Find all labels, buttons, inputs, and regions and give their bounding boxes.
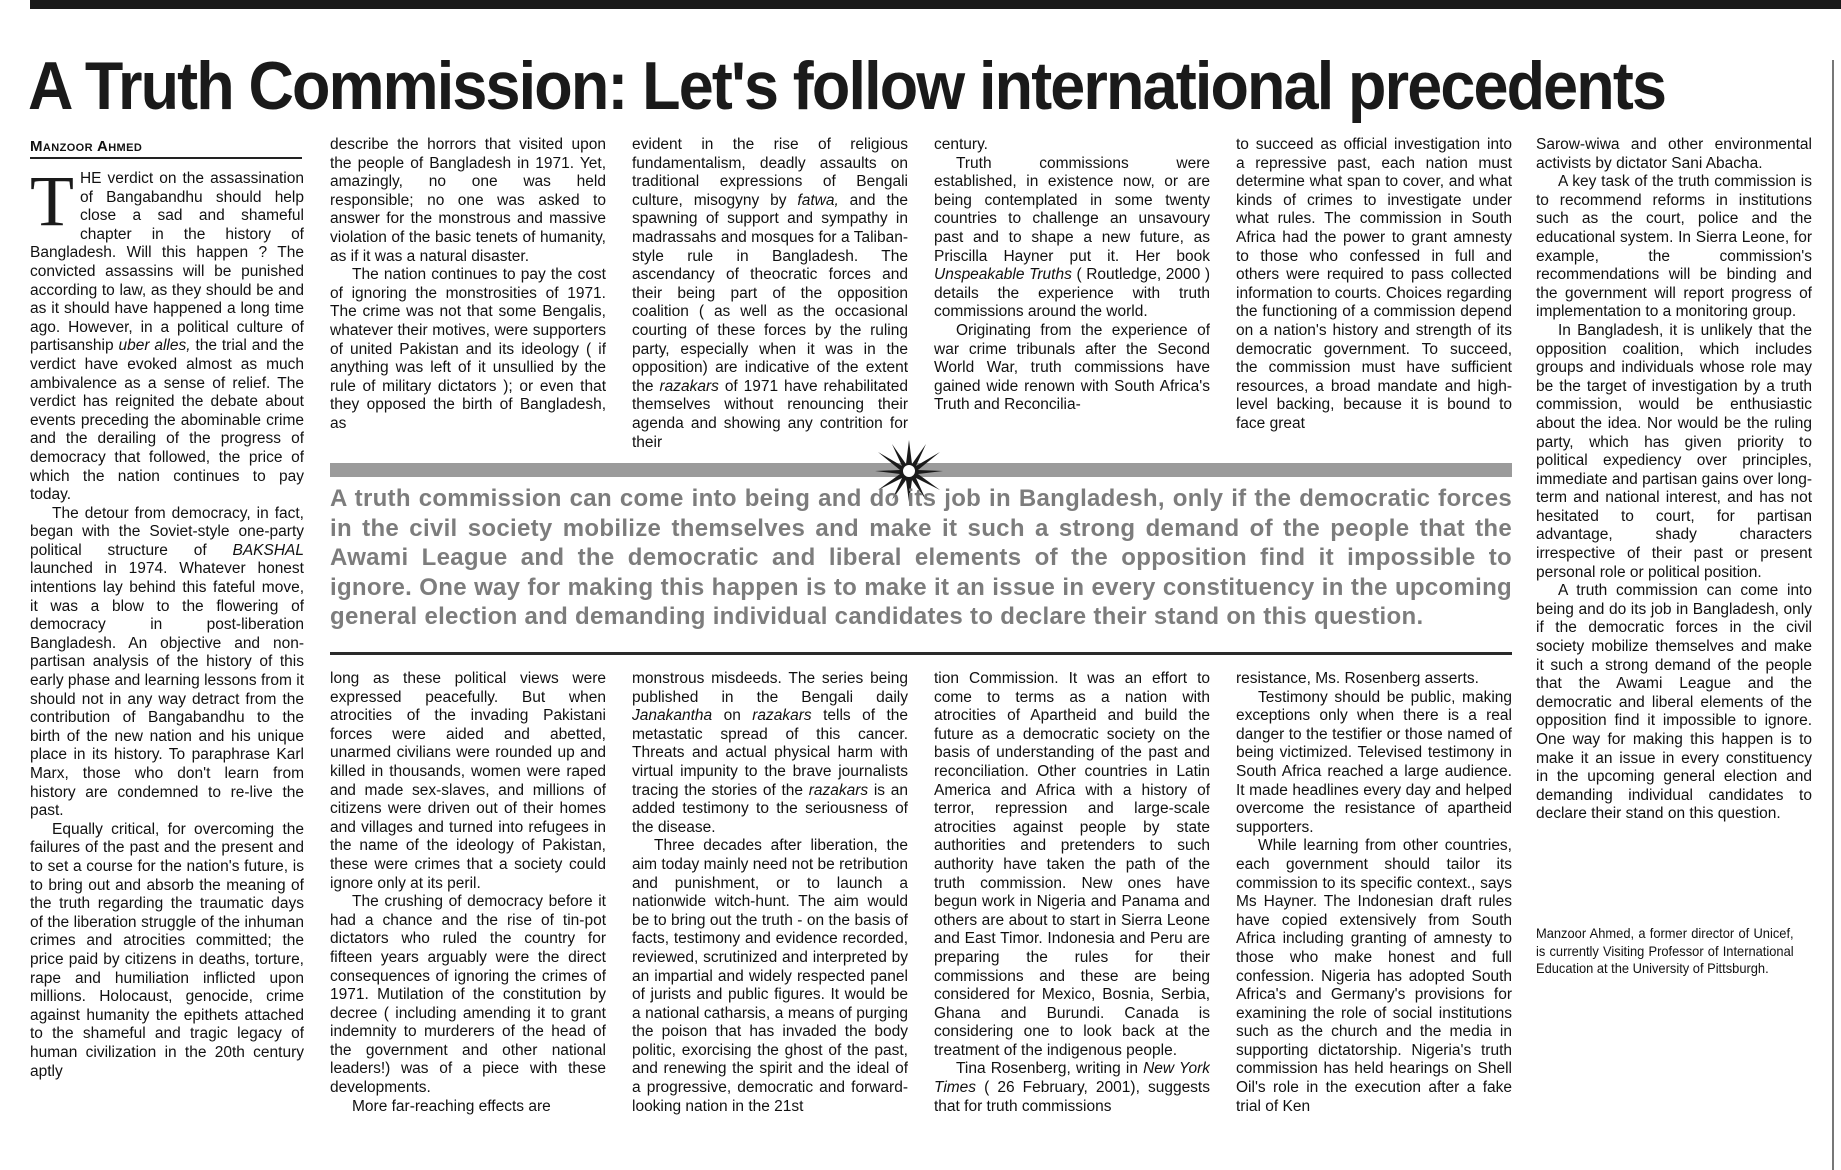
paragraph: A truth commission can come into being and do its job in Bangladesh, only if the democratic forces in the civil society mobilize themselves and make it such a strong demand of the people that the Awami League and the democratic and liberal elements of the opposition find it impossible to ignore. One way for making this happen is to make it an issue in every constituency in the upcoming general election and demanding individual candidates to declare their stand on this question. (1536, 582, 1812, 823)
column-2-bottom (330, 670, 606, 1170)
paragraph: A key task of the truth commission is to recommend reforms in institutions such as the court, police and the educational system. In Sierra Leone, for example, the commission's recommendations will be binding and the government will report progress of implementation to a monitoring group. (1536, 173, 1812, 321)
intro-paragraph: THE verdict on the assassination of Bangabandhu should help close a sad and shameful chapter in the history of Bangladesh. Will this happen ? The convicted assassins will be punished according to law, as they should be and as it should have happened a long time ago. However, in a political culture of partisanship uber alles, the trial and the verdict have evoked almost as much ambivalence as a sense of relief. The verdict has reignited the debate about events preceding the abominable crime and the derailing of the progress of democracy that followed, the price of which the nation continues to pay today. (30, 170, 304, 504)
column-5-bottom (1236, 670, 1512, 1170)
column-4-bottom (934, 670, 1210, 1170)
paragraph: monstrous misdeeds. The series being published in the Bengali daily Janakantha on razakars tells of the metastatic spread of this cancer. Threats and actual physical harm with virtual impunity to the brave journalists tracing the stories of the razakars is an added testimony to the seriousness of the disease. (632, 670, 908, 836)
paragraph: century. (934, 136, 988, 153)
paragraph: describe the horrors that visited upon the people of Bangladesh in 1971. Yet, amazingly, no one was held responsible; no one was asked to answer for the monstrous and massive violation of the basic tenets of humanity, as if it was a natural disaster. (330, 136, 606, 265)
headline: A Truth Commission: Let's follow international precedents (28, 48, 1666, 124)
byline: Manzoor Ahmed (30, 138, 302, 159)
column-1 (30, 170, 304, 1170)
paragraph: In Bangladesh, it is unlikely that the opposition coalition, which includes groups and individuals whose role may be the target of investigation by a truth commission, would be enthusiastic about the idea. Nor would be the ruling party, which has given priority to political expediency over principles, immediate and partisan gains over long-term and national interest, and has not hesitated to court, for partisan advantage, shady characters irrespective of their past or present personal role or political position. (1536, 321, 1812, 581)
pull-quote: A truth commission can come into being and do its job in Bangladesh, only if the democratic forces in the civil society mobilize themselves and make it such a strong demand of the people that the Awami League and the democratic and liberal elements of the opposition find it impossible to ignore. One way for making this happen is to make it an issue in every constituency in the upcoming general election and demanding individual candidates to declare their stand on this question. (330, 485, 1512, 631)
drop-cap: T (30, 170, 74, 241)
right-edge-rule (1832, 60, 1834, 1170)
paragraph: evident in the rise of religious fundamentalism, deadly assaults on traditional expressions of Bengali culture, misogyny by fatwa, and the spawning of support and sympathy in madrassahs and mosques for a Taliban-style rule in Bangladesh. The ascendancy of theocratic forces and their being part of the opposition coalition ( as well as the occasional courting of these forces by the ruling party, especially when it was in the opposition) are indicative of the extent the razakars of 1971 have rehabilitated themselves without renouncing their agenda and showing any contrition for their (632, 136, 908, 451)
paragraph: While learning from other countries, each government should tailor its commission to its specific context., says Ms Hayner. The Indonesian draft rules have copied extensively from South Africa including granting of amnesty to those who make honest and full confession. Nigeria has adopted South Africa's and Germany's provisions for examining the role of social institutions such as the church and the media in supporting dictatorship. Nigeria's truth commission has held hearings on Shell Oil's role in the execution after a fake trial of Ken (1236, 837, 1512, 1115)
column-2-top (330, 136, 606, 458)
paragraph: resistance, Ms. Rosenberg asserts. (1236, 670, 1479, 687)
paragraph: Testimony should be public, making exceptions only when there is a real danger to the testifier or those named of being victimized. Televised testimony in South Africa reached a large audience. It made headlines every day and helped overcome the resistance of apartheid supporters. (1236, 688, 1512, 836)
column-4-top (934, 136, 1210, 458)
column-5-top (1236, 136, 1512, 458)
top-rule (30, 0, 1841, 9)
paragraph: long as these political views were expressed peacefully. But when atrocities of the invading Pakistani forces were aided and abetted, unarmed civilians were rounded up and killed in thousands, women were raped and made sex-slaves, and millions of citizens were driven out of their homes and villages and turned into refugees in the name of the ideology of Pakistan, these were crimes that a society could ignore only at its peril. (330, 670, 606, 892)
column-3-bottom (632, 670, 908, 1170)
paragraph: The detour from democracy, in fact, began with the Soviet-style one-party political structure of BAKSHAL launched in 1974. Whatever honest intentions lay behind this fateful move, it was a blow to the flowering of democracy in post-liberation Bangladesh. An objective and non-partisan analysis of the history of this early phase and learning lessons from it should not in any way detract from the contribution of Bangabandhu to the birth of the new nation and his unique place in its history. To paraphrase Karl Marx, those who don't learn from history are condemned to re-live the past. (30, 504, 304, 820)
paragraph: Three decades after liberation, the aim today mainly need not be retribution and punishment, or to launch a nationwide witch-hunt. The aim would be to bring out the truth - on the basis of facts, testimony and evidence recorded, reviewed, scrutinized and interpreted by an impartial and widely respected panel of jurists and public figures. It would be a national catharsis, a means of purging the poison that has invaded the body politic, exorcising the ghost of the past, and renewing the spirit and the ideal of a progressive, democratic and forward-looking nation in the 21st (632, 837, 908, 1115)
paragraph: More far-reaching effects are (352, 1097, 551, 1115)
paragraph: Sarow-wiwa and other environmental activists by dictator Sani Abacha. (1536, 136, 1812, 172)
paragraph: Tina Rosenberg, writing in New York Times ( 26 February, 2001), suggests that for truth commissions (934, 1060, 1210, 1115)
column-6 (1536, 136, 1812, 896)
column-3-top (632, 136, 908, 458)
paragraph: The nation continues to pay the cost of ignoring the monstrosities of 1971. The crime was not that some Bengalis, whatever their motives, were supporters of united Pakistan and its ideology ( if anything was left of it unsullied by the rule of military dictators ); or even that they opposed the birth of Bangladesh, as (330, 266, 606, 432)
paragraph: Truth commissions were established, in existence now, or are being contemplated in some twenty countries to challenge an unsavoury past and to shape a new future, as Priscilla Hayner put it. Her book Unspeakable Truths ( Routledge, 2000 ) details the experience with truth commissions around the world. (934, 154, 1210, 321)
paragraph: Equally critical, for overcoming the failures of the past and the present and to set a course for the nation's future, is to bring out and absorb the meaning of the truth regarding the traumatic days of the liberation struggle of the inhuman crimes and atrocities committed; the price paid by citizens in deaths, torture, rape and humiliation inflicted upon millions. Holocaust, genocide, crime against humanity the epithets attached to the shameful and tragic legacy of human civilization in the 20th century aptly (30, 820, 304, 1080)
paragraph: tion Commission. It was an effort to come to terms as a nation with atrocities of Apartheid and build the future as a democratic society on the basis of understanding of the past and reconciliation. Other countries in Latin America and Africa with a history of terror, repression and large-scale atrocities against people by state authorities and pretenders to such authority have taken the path of the truth commission. New ones have begun work in Nigeria and Panama and others are about to start in Sierra Leone and East Timor. Indonesia and Peru are preparing the rules for their commissions and these are being considered for Mexico, Bosnia, Serbia, Ghana and Burundi. Canada is considering one to look back at the treatment of the indigenous people. (934, 670, 1210, 1059)
paragraph: The crushing of democracy before it had a chance and the rise of tin-pot dictators who ruled the country for fifteen years arguably were the direct consequences of ignoring the crimes of 1971. Mutilation of the constitution by decree ( including amending it to grant indemnity to murderers of the head of the government and other national leaders!) was of a piece with these developments. (330, 893, 606, 1097)
pullquote-bottom-rule (330, 652, 1512, 655)
paragraph: to succeed as official investigation into a repressive past, each nation must determine what span to cover, and what kinds of crimes to investigate under what rules. The commission in South Africa had the power to grant amnesty to those who confessed in full and others were required to pass collected information to courts. Choices regarding the functioning of a commission depend on a nation's history and strength of its democratic government. To succeed, the commission must have sufficient resources, a broad mandate and high-level backing, because it is bound to face great (1236, 136, 1512, 432)
author-note: Manzoor Ahmed, a former director of Unicef, is currently Visiting Professor of International Education at the University of Pittsburgh. (1536, 925, 1794, 976)
paragraph: Originating from the experience of war crime tribunals after the Second World War, truth commissions have gained wide renown with South Africa's Truth and Reconcilia- (934, 321, 1210, 414)
